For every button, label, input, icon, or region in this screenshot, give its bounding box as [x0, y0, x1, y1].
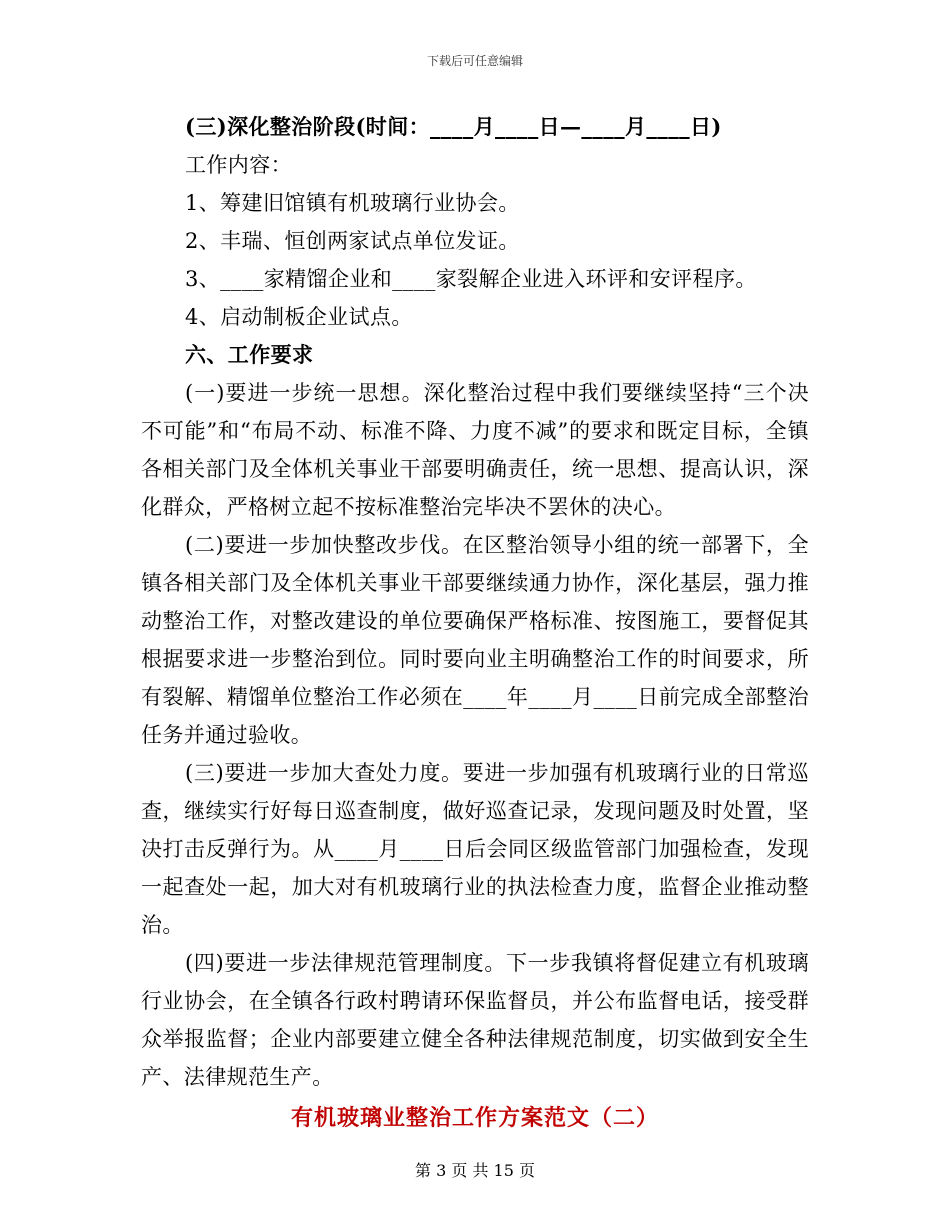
document-body [141, 108, 809, 1138]
list-item: 1、筹建旧馆镇有机玻璃行业协会。 [185, 191, 520, 215]
list-item: 2、丰瑞、恒创两家试点单位发证。 [185, 229, 520, 253]
stage3-heading: (三)深化整治阶段(时间：____月____日—____月____日) [185, 114, 722, 139]
page-footer: 第 3 页 共 15 页 [415, 1161, 535, 1180]
page-header: 下载后可任意编辑 [426, 54, 523, 68]
requirement-paragraph: (三)要进一步加大查处力度。要进一步加强有机玻璃行业的日常巡查，继续实行好每日巡查制度，做好巡查记录，发现问题及时处置，坚决打击反弹行为。从____月____日后会同区级监管部门加强检查，发现一起查处一起，加大对有机玻璃行业的执法检查力度，监督企业推动整治。 [141, 761, 809, 937]
list-item: 4、启动制板企业试点。 [185, 305, 413, 329]
requirement-paragraph: (二)要进一步加快整改步伐。在区整治领导小组的统一部署下，全镇各相关部门及全体机关事业干部要继续通力协作，深化基层，强力推动整治工作，对整改建设的单位要确保严格标准、按图施工，要督促其根据要求进一步整治到位。同时要向业主明确整治工作的时间要求，所有裂解、精馏单位整治工作必须在____年____月____日前完成全部整治任务并通过验收。 [141, 533, 809, 747]
requirement-paragraph: (四)要进一步法律规范管理制度。下一步我镇将督促建立有机玻璃行业协会，在全镇各行政村聘请环保监督员，并公布监督电话，接受群众举报监督；企业内部要建立健全各种法律规范制度，切实做到安全生产、法律规范生产。 [141, 951, 809, 1089]
list-item: 3、____家精馏企业和____家裂解企业进入环评和安评程序。 [185, 267, 757, 291]
section6-heading: 六、工作要求 [185, 342, 314, 367]
requirement-paragraph: (一)要进一步统一思想。深化整治过程中我们要继续坚持“三个决不可能”和“布局不动、标准不降、力度不减”的要求和既定目标，全镇各相关部门及全体机关事业干部要明确责任，统一思想、提高认识，深化群众，严格树立起不按标准整治完毕决不罢休的决心。 [141, 381, 809, 519]
content-label: 工作内容： [185, 153, 292, 177]
next-section-title: 有机玻璃业整治工作方案范文（二） [290, 1105, 659, 1131]
